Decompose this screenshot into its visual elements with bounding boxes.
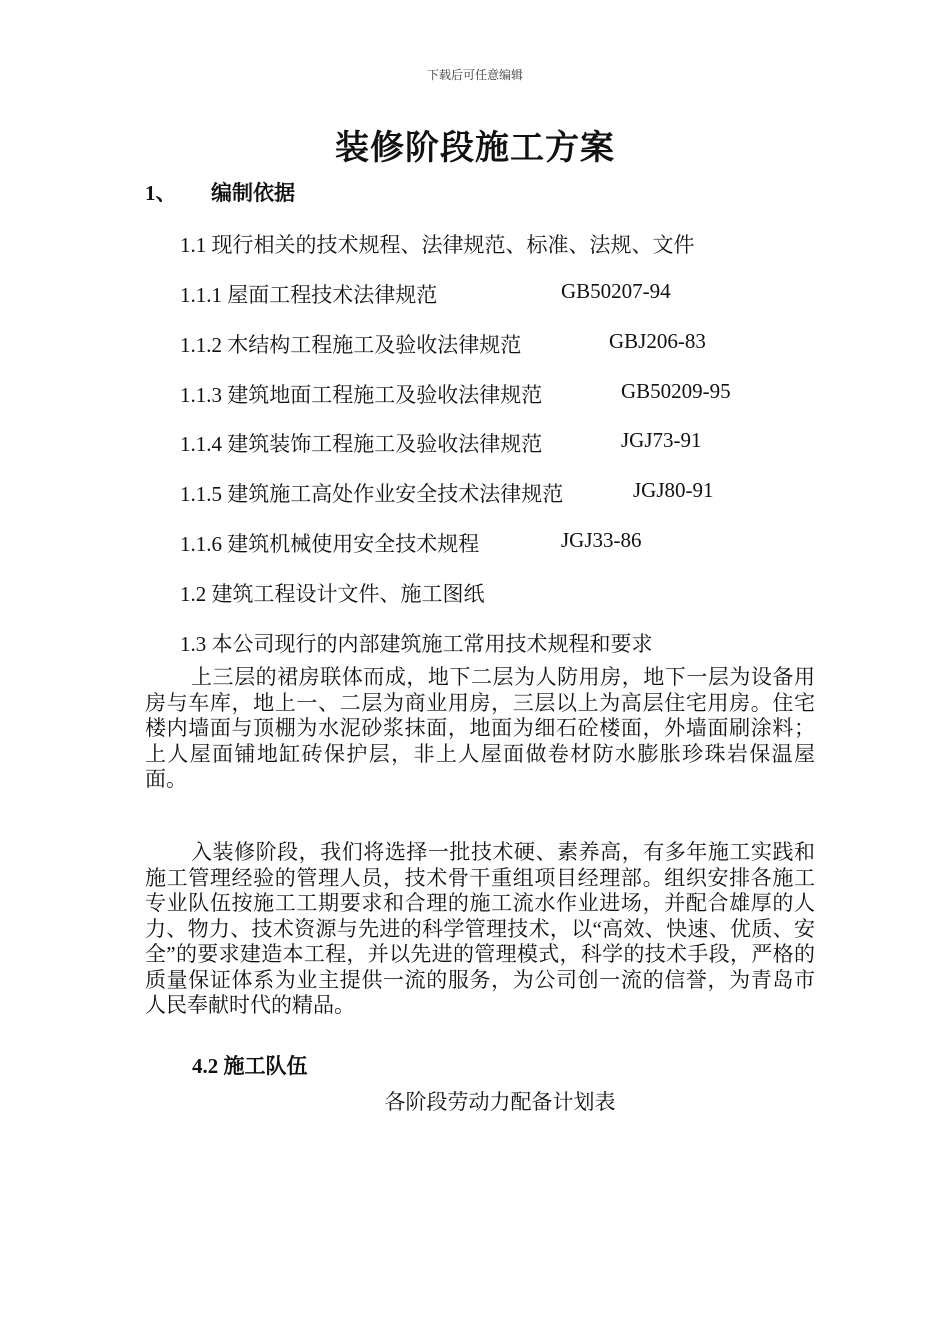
section-heading xyxy=(145,177,295,207)
section-label: 编制依据 xyxy=(211,181,295,205)
subsection-heading: 4.2 施工队伍 xyxy=(192,1054,308,1078)
reference-item xyxy=(180,578,485,608)
project-overview-paragraph: 上三层的裙房联体而成，地下二层为人防用房，地下一层为设备用房与车库，地上一、二层为商业用房，三层以上为高层住宅用房。住宅楼内墙面与顶棚为水泥砂浆抹面，地面为细石砼楼面，外墙面刷涂料；上人屋面铺地缸砖保护层，非上人屋面做卷材防水膨胀珍珠岩保温屋面。 xyxy=(145,665,815,791)
reference-text: 1.1.2 木结构工程施工及验收法律规范 xyxy=(180,333,522,357)
reference-item xyxy=(180,329,706,359)
reference-text: 1.1.5 建筑施工高处作业安全技术法律规范 xyxy=(180,482,564,506)
section-number: 1、 xyxy=(145,181,177,205)
reference-item xyxy=(180,279,671,309)
reference-text: 1.2 建筑工程设计文件、施工图纸 xyxy=(180,582,485,606)
reference-item xyxy=(180,229,695,259)
reference-item xyxy=(180,379,731,409)
standard-code: GB50207-94 xyxy=(561,279,671,303)
reference-item xyxy=(180,528,642,558)
reference-text: 1.1.6 建筑机械使用安全技术规程 xyxy=(180,532,480,556)
standard-code: GBJ206-83 xyxy=(609,329,706,353)
reference-text: 1.1.3 建筑地面工程施工及验收法律规范 xyxy=(180,383,543,407)
reference-item xyxy=(180,628,653,658)
standard-code: GB50209-95 xyxy=(621,379,731,403)
reference-text: 1.1.4 建筑装饰工程施工及验收法律规范 xyxy=(180,432,543,456)
construction-team-paragraph: 入装修阶段，我们将选择一批技术硬、素养高，有多年施工实践和施工管理经验的管理人员，技术骨干重组项目经理部。组织安排各施工专业队伍按施工工期要求和合理的施工流水作业进场，并配合雄厚的人力、物力、技术资源与先进的科学管理技术，以“高效、快速、优质、安全”的要求建造本工程，并以先进的管理模式，科学的技术手段，严格的质量保证体系为业主提供一流的服务，为公司创一流的信誉，为青岛市人民奉献时代的精品。 xyxy=(145,840,815,1017)
reference-item xyxy=(180,428,702,458)
reference-text: 1.3 本公司现行的内部建筑施工常用技术规程和要求 xyxy=(180,632,653,656)
standard-code: JGJ33-86 xyxy=(561,528,642,552)
table-caption: 各阶段劳动力配备计划表 xyxy=(384,1090,616,1114)
reference-item xyxy=(180,478,714,508)
standard-code: JGJ73-91 xyxy=(621,428,702,452)
page-header-note: 下载后可任意编辑 xyxy=(426,68,523,82)
standard-code: JGJ80-91 xyxy=(633,478,714,502)
document-title: 装修阶段施工方案 xyxy=(335,130,615,167)
reference-text: 1.1.1 屋面工程技术法律规范 xyxy=(180,283,438,307)
reference-text: 1.1 现行相关的技术规程、法律规范、标准、法规、文件 xyxy=(180,233,695,257)
